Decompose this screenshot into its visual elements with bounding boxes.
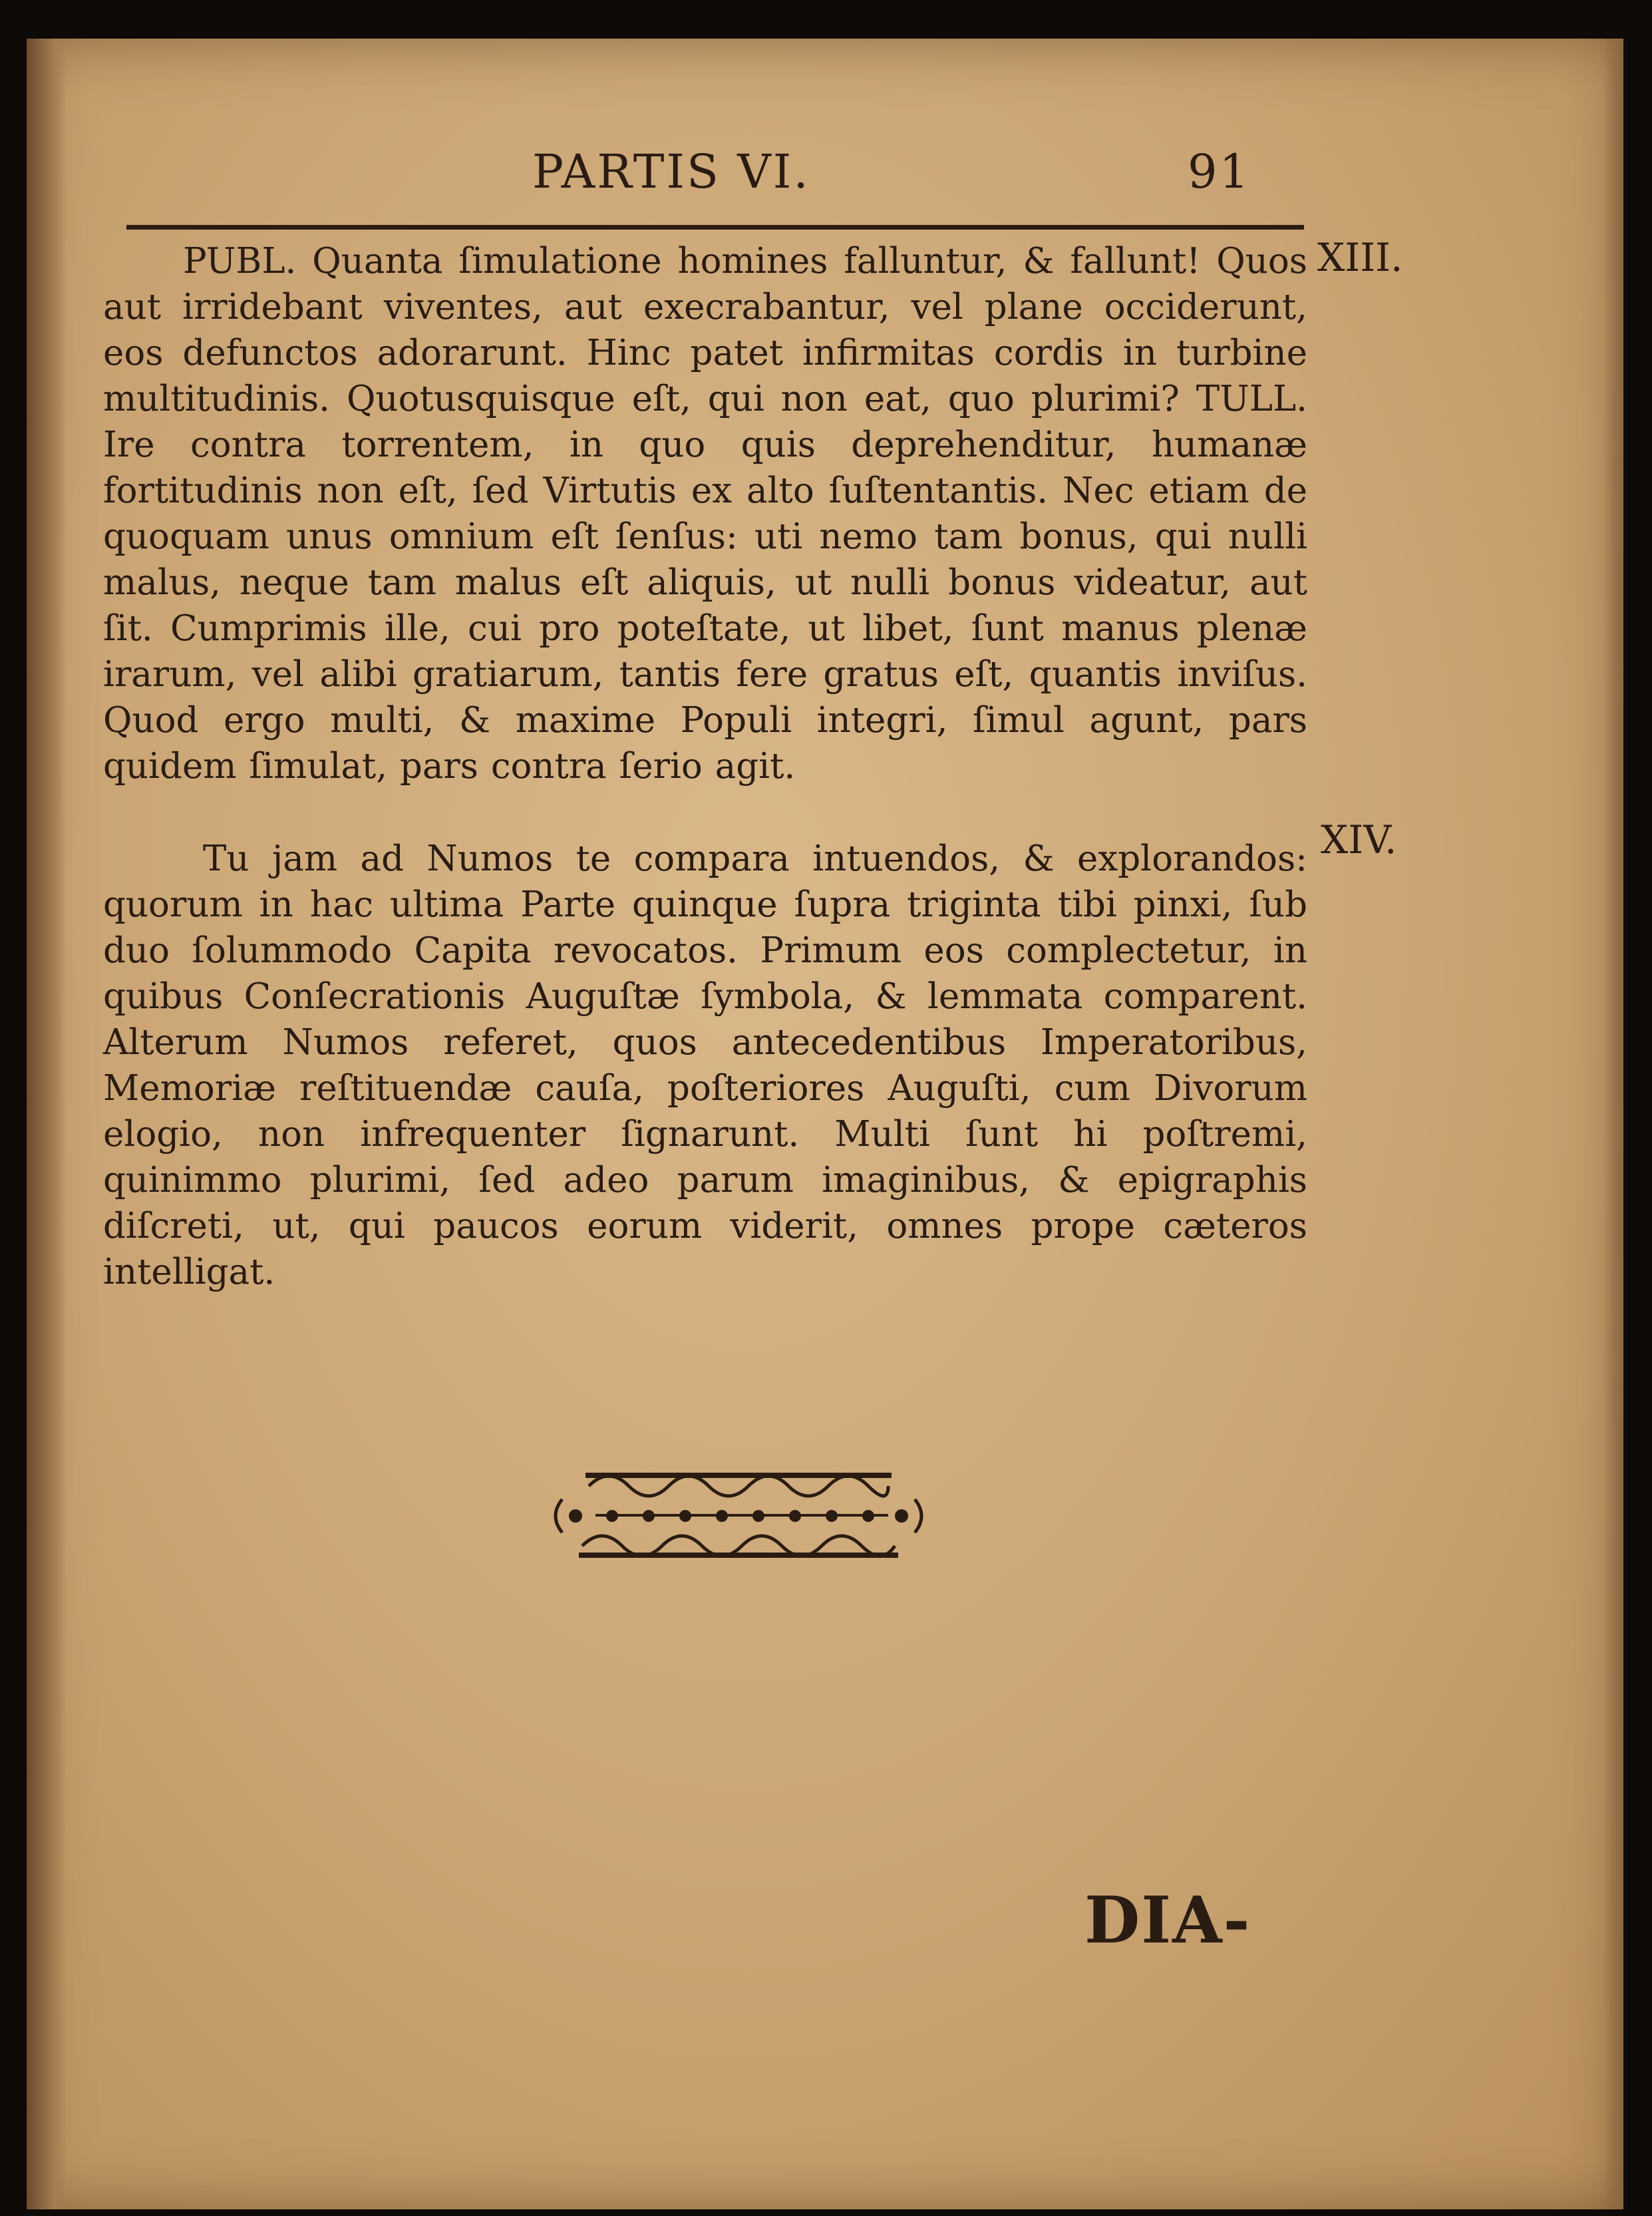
margin-note-xiii: XIII. <box>1317 235 1403 280</box>
paragraph-numos: Tu jam ad Numos te compara intuendos, & explorandos: quorum in hac ultima Parte quinque ſupra triginta tibi pinxi, ſub duo ſolummodo Capita revocatos. Primum eos complectetur, in quibus Conſecrationis Auguſtæ ſymbola, & lemmata comparent. Alterum Numos referet, quos antecedentibus Imperatoribus, Memoriæ reſtituendæ cauſa, poſteriores Auguſti, cum Divorum elogio, non infrequenter ſignarunt. Multi ſunt hi poſtremi, quinimmo plurimi, ſed adeo parum imaginibus, & epigraphis diſcreti, ut, qui paucos eorum viderit, omnes prope cæteros intelligat. <box>103 838 1307 1292</box>
book-page <box>27 39 1623 2209</box>
margin-note-xiv: XIV. <box>1321 817 1397 862</box>
running-head: PARTIS VI. <box>532 144 810 199</box>
catchword: DIA- <box>1084 1883 1251 1958</box>
page-edge <box>1603 39 1623 2209</box>
paragraph-publ-tull: PUBL. Quanta ſimulatione homines falluntur, & fallunt! Quos aut irridebant viventes, aut execrabantur, vel plane occiderunt, eos defunctos adorarunt. Hinc patet infirmitas cordis in turbine multitudinis. Quotusquisque eſt, qui non eat, quo plurimi? TULL. Ire contra torrentem, in quo quis deprehenditur, humanæ fortitudinis non eſt, ſed Virtutis ex alto ſuſtentantis. Nec etiam de quoquam unus omnium eſt ſenſus: uti nemo tam bonus, qui nulli malus, neque tam malus eſt aliquis, ut nulli bonus videatur, aut ſit. Cumprimis ille, cui pro poteſtate, ut libet, ſunt manus plenæ irarum, vel alibi gratiarum, tantis fere gratus eſt, quantis inviſus. Quod ergo multi, & maxime Populi integri, ſimul agunt, pars quidem ſimulat, pars contra ſerio agit. <box>103 241 1307 787</box>
printer-ornament <box>549 1459 928 1566</box>
header-rule <box>126 225 1304 230</box>
page-number: 91 <box>1188 144 1251 199</box>
page-gutter <box>27 39 67 2209</box>
